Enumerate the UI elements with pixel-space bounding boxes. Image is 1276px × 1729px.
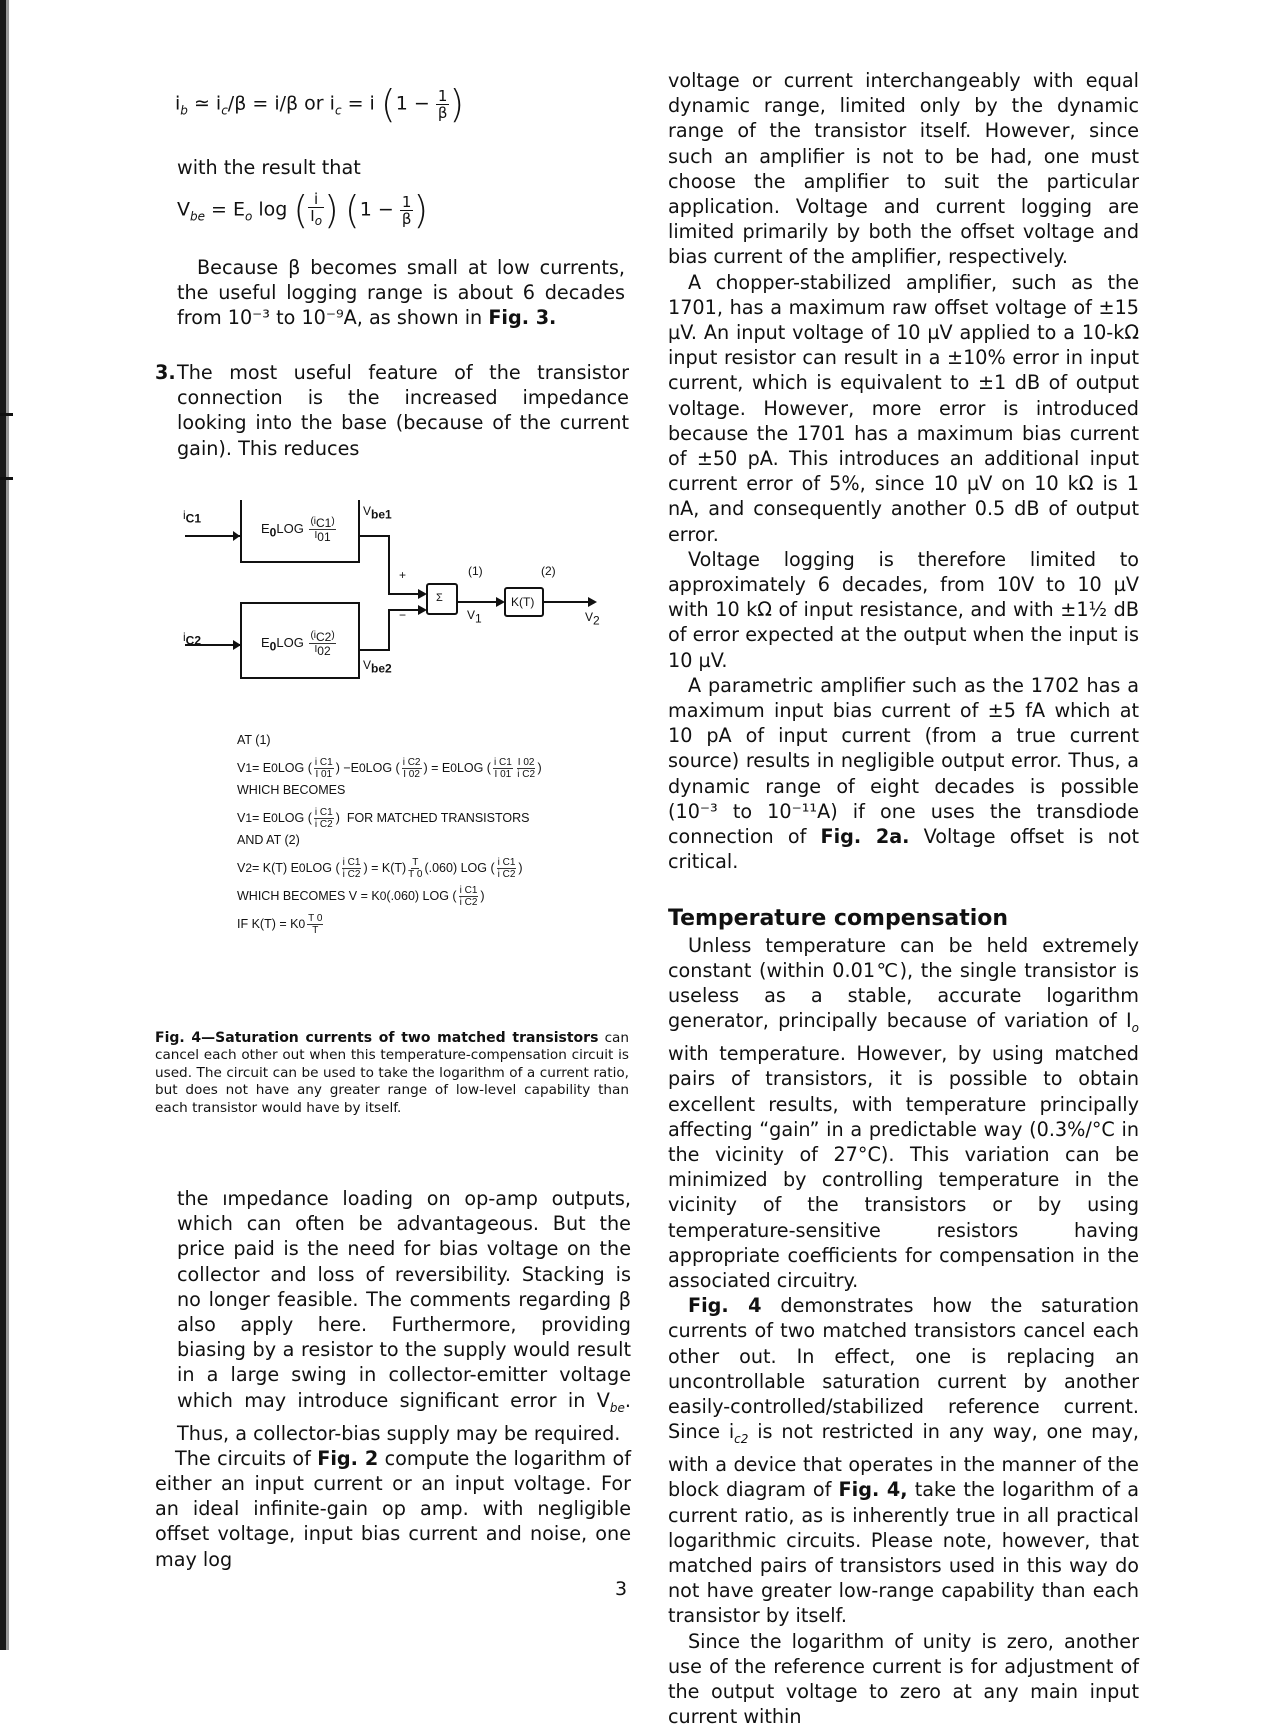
bottom-left-text xyxy=(155,1186,631,1572)
right-column xyxy=(668,68,1139,1729)
eq-sub: b xyxy=(180,103,188,118)
v2-label: $V_2$ xyxy=(585,610,600,628)
list-item-3 xyxy=(155,360,629,461)
v1-label: $V_1$ xyxy=(467,608,482,626)
minus-sign: − xyxy=(399,608,407,622)
block1-label: $E_0LOG$ $\frac{(i_{C1})}{I_{01}}$ xyxy=(261,516,335,544)
eq-v2: V 2 = K(T) E 0 LOG ( i C1 i C2 ) = K(T) T T 0 (.060) LOG ( i C1 i C2 ) xyxy=(237,856,523,880)
output-label-vbe2: $V_{be2}$ xyxy=(363,658,392,676)
equation-vbe: $V_{be} = E_o$ log ( $\frac{i}{I_o}$ ) (1 − $\frac{1}{\beta}$ ) xyxy=(177,188,429,232)
input-label-ic1: $i_{C1}$ xyxy=(183,508,202,526)
eq-text: log xyxy=(252,198,288,221)
gain-block-label: K(T) xyxy=(511,595,535,609)
page-number: 3 xyxy=(615,1578,628,1600)
eq-label-at1: AT (1) xyxy=(237,733,271,747)
paragraph-impedance: the ımpedance loading on op-amp outputs, which can often be advantageous. But the price paid is the need for bias voltage on the collector and loss of reversibility. Stacking is no longer feasible. The comments regarding β also apply here. Furthermore, providing biasing by a resistor to the supply would result in a large swing in collector-emitter voltage which may introduce significant error in $V_{be}$. Thus, a collector-bias supply may be required. xyxy=(177,1187,631,1445)
paragraph-temperature: Unless temperature can be held extremely constant (within 0.01℃), the single transistor is useless as a stable, accurate logarithm generator, principally because of variation of $I_o$ with temperature. However, by using matched pairs of transistors, it is possible to obtain excellent results, with temperature principally affecting “gain” in a predictable way (0.3%/°C in the vicinity of 27°C). This variation can be minimized by controlling temperature in the vicinity of the transistors or by using temperature-sensitive resistors having appropriate coefficients for compensation in the associated circuitry. xyxy=(668,933,1139,1292)
caption-text: can cancel each other out when this temperature-compensation circuit is used. The circuit can be used to take the logarithm of a current ratio, but does not have any greater range of low-level capability than each transistor would have by itself. xyxy=(155,1030,629,1116)
eq-text: 1 − xyxy=(359,198,394,221)
page-binding-shadow xyxy=(6,0,9,1650)
list-item-text: The most useful feature of the transistor connection is the increased impedance looking into the base (because of the current gain). This reduces xyxy=(177,361,629,460)
eq-text: = i xyxy=(341,92,375,115)
eq-text: /β = i/β or i xyxy=(227,92,335,115)
equation-base-current: $i_b$ ≃ $i_c/\beta = i/\beta$ or $i_c = i$ (1 − $\frac{1}{\beta}$ ) xyxy=(175,82,465,126)
figure-caption xyxy=(155,1030,629,1117)
block2-label: $E_0LOG$ $\frac{(i_{C2})}{I_{02}}$ xyxy=(261,630,335,658)
eq-v1-matched: V 1 = E 0 LOG ( i C1 i C2 ) FOR MATCHED TRANSISTORS xyxy=(237,806,530,830)
plus-sign: + xyxy=(399,568,407,582)
paragraph-fig4: Fig. 4 demonstrates how the saturation currents of two matched transistors cancel each other out. In effect, one is replacing an uncontrollable saturation current by another easily-controlled/stabilized reference current. Since $i_{c2}$ is not restricted in any way, one may, with a device that operates in the manner of the block diagram of Fig. 4, take the logarithm of a current ratio, as is inherently true in all practical logarithmic circuits. Please note, however, that matched pairs of transistors used in this way do not have greater low-range capability than each transistor by itself. xyxy=(668,1294,1139,1628)
paragraph-chopper: A chopper-stabilized amplifier, such as the 1701, has a maximum raw offset voltage of ±15 µV. An input voltage of 10 µV applied to a 10-kΩ input resistor can result in a ±10% error in input current, which is equivalent to ±1 dB of output voltage. However, more error is introduced because the 1701 has a maximum bias current of ±50 pA. This introduces an additional input current error of 5%, since 10 µV on 10 kΩ is 1 nA, and consequently another 0.5 dB of output error. xyxy=(668,270,1139,546)
paragraph-dynamic-range: voltage or current interchangeably with equal dynamic range, limited only by the dynamic range of the transistor itself. However, since such an amplifier is not to be had, one must choose the amplifier to suit the particular application. Voltage and current logging are limited primarily by both the offset voltage and bias current of the amplifier, respectively. xyxy=(668,69,1139,269)
eq-text: i xyxy=(175,92,181,115)
section-heading: Temperature compensation xyxy=(668,905,1009,931)
paragraph-beta: Because β becomes small at low currents, the useful logging range is about 6 decades from 10⁻³ to 10⁻⁹A, as shown in Fig. 3. xyxy=(177,256,625,330)
eq-label-which-becomes: WHICH BECOMES xyxy=(237,783,346,797)
eq-if-kt: IF K(T) = K 0 T 0 T xyxy=(237,912,323,936)
fraction: $\frac{i}{I_o}$ xyxy=(310,190,323,228)
eq-text: 1 − xyxy=(395,92,430,115)
summer-symbol: Σ xyxy=(436,592,443,604)
figure-reference[interactable]: Fig. 2 xyxy=(317,1446,379,1470)
block-diagram xyxy=(185,500,605,700)
eq-which-becomes-v: WHICH BECOMES V = K 0 (.060) LOG ( i C1 i C2 ) xyxy=(237,884,485,908)
paragraph-voltage-logging: Voltage logging is therefore limited to approximately 6 decades, from 10V to 10 µV with 10 kΩ of input resistance, and with ±1½ dB of error expected at the output when the input is 10 µV. xyxy=(668,547,1139,672)
eq-sub: o xyxy=(245,209,253,224)
eq-text: ≃ i xyxy=(187,92,222,115)
node-1-label: (1) xyxy=(468,564,483,578)
block-diagram-svg xyxy=(185,500,605,700)
figure-reference[interactable]: Fig. 2a. xyxy=(820,825,910,849)
eq-label-at2: AND AT (2) xyxy=(237,833,300,847)
node-2-label: (2) xyxy=(541,564,556,578)
input-label-ic2: $i_{C2}$ xyxy=(183,630,202,648)
figure-equations xyxy=(237,732,542,938)
list-number: 3. xyxy=(155,361,176,384)
eq-sub: c xyxy=(334,103,342,118)
figure-reference[interactable]: Fig. 4 xyxy=(688,1294,762,1318)
output-label-vbe1: $V_{be1}$ xyxy=(363,504,392,522)
caption-title: Fig. 4—Saturation currents of two matched transistors xyxy=(155,1030,599,1046)
fraction: $\frac{1}{\beta}$ xyxy=(401,192,412,228)
result-intro: with the result that xyxy=(177,156,361,179)
fraction: $\frac{1}{\beta}$ xyxy=(437,86,448,122)
paragraph-parametric: A parametric amplifier such as the 1702 has a maximum input bias current of ±5 fA which at 10 pA of input current (from a true current source) results in negligible output error. Thus, a dynamic range of eight decades is possible (10⁻³ to 10⁻¹¹A) if one uses the transdiode connection of Fig. 2a. Voltage offset is not critical. xyxy=(668,673,1139,874)
binding-mark xyxy=(0,477,13,480)
paragraph-unity: Since the logarithm of unity is zero, another use of the reference current is for adjustment of the output voltage to zero at any main input current within xyxy=(668,1629,1139,1729)
figure-reference[interactable]: Fig. 4, xyxy=(838,1478,908,1502)
eq-text: V xyxy=(177,198,190,221)
binding-mark xyxy=(0,413,13,416)
eq-sub: c xyxy=(221,103,228,118)
paragraph-fig2: The circuits of Fig. 2 compute the logarithm of either an input current or an input voltage. For an ideal infinite-gain op amp. with negligible offset voltage, input bias current and noise, one may log xyxy=(155,1446,631,1571)
eq-text: = E xyxy=(205,198,246,221)
figure-reference[interactable]: Fig. 3. xyxy=(488,306,557,330)
eq-sub: be xyxy=(190,209,205,224)
eq-v1-full: V 1 = E 0 LOG ( i C1 I 01 ) −E 0 LOG ( i C2 I 02 ) = E 0 LOG ( i C1 I 01 I 02 i C2 ) xyxy=(237,756,542,780)
